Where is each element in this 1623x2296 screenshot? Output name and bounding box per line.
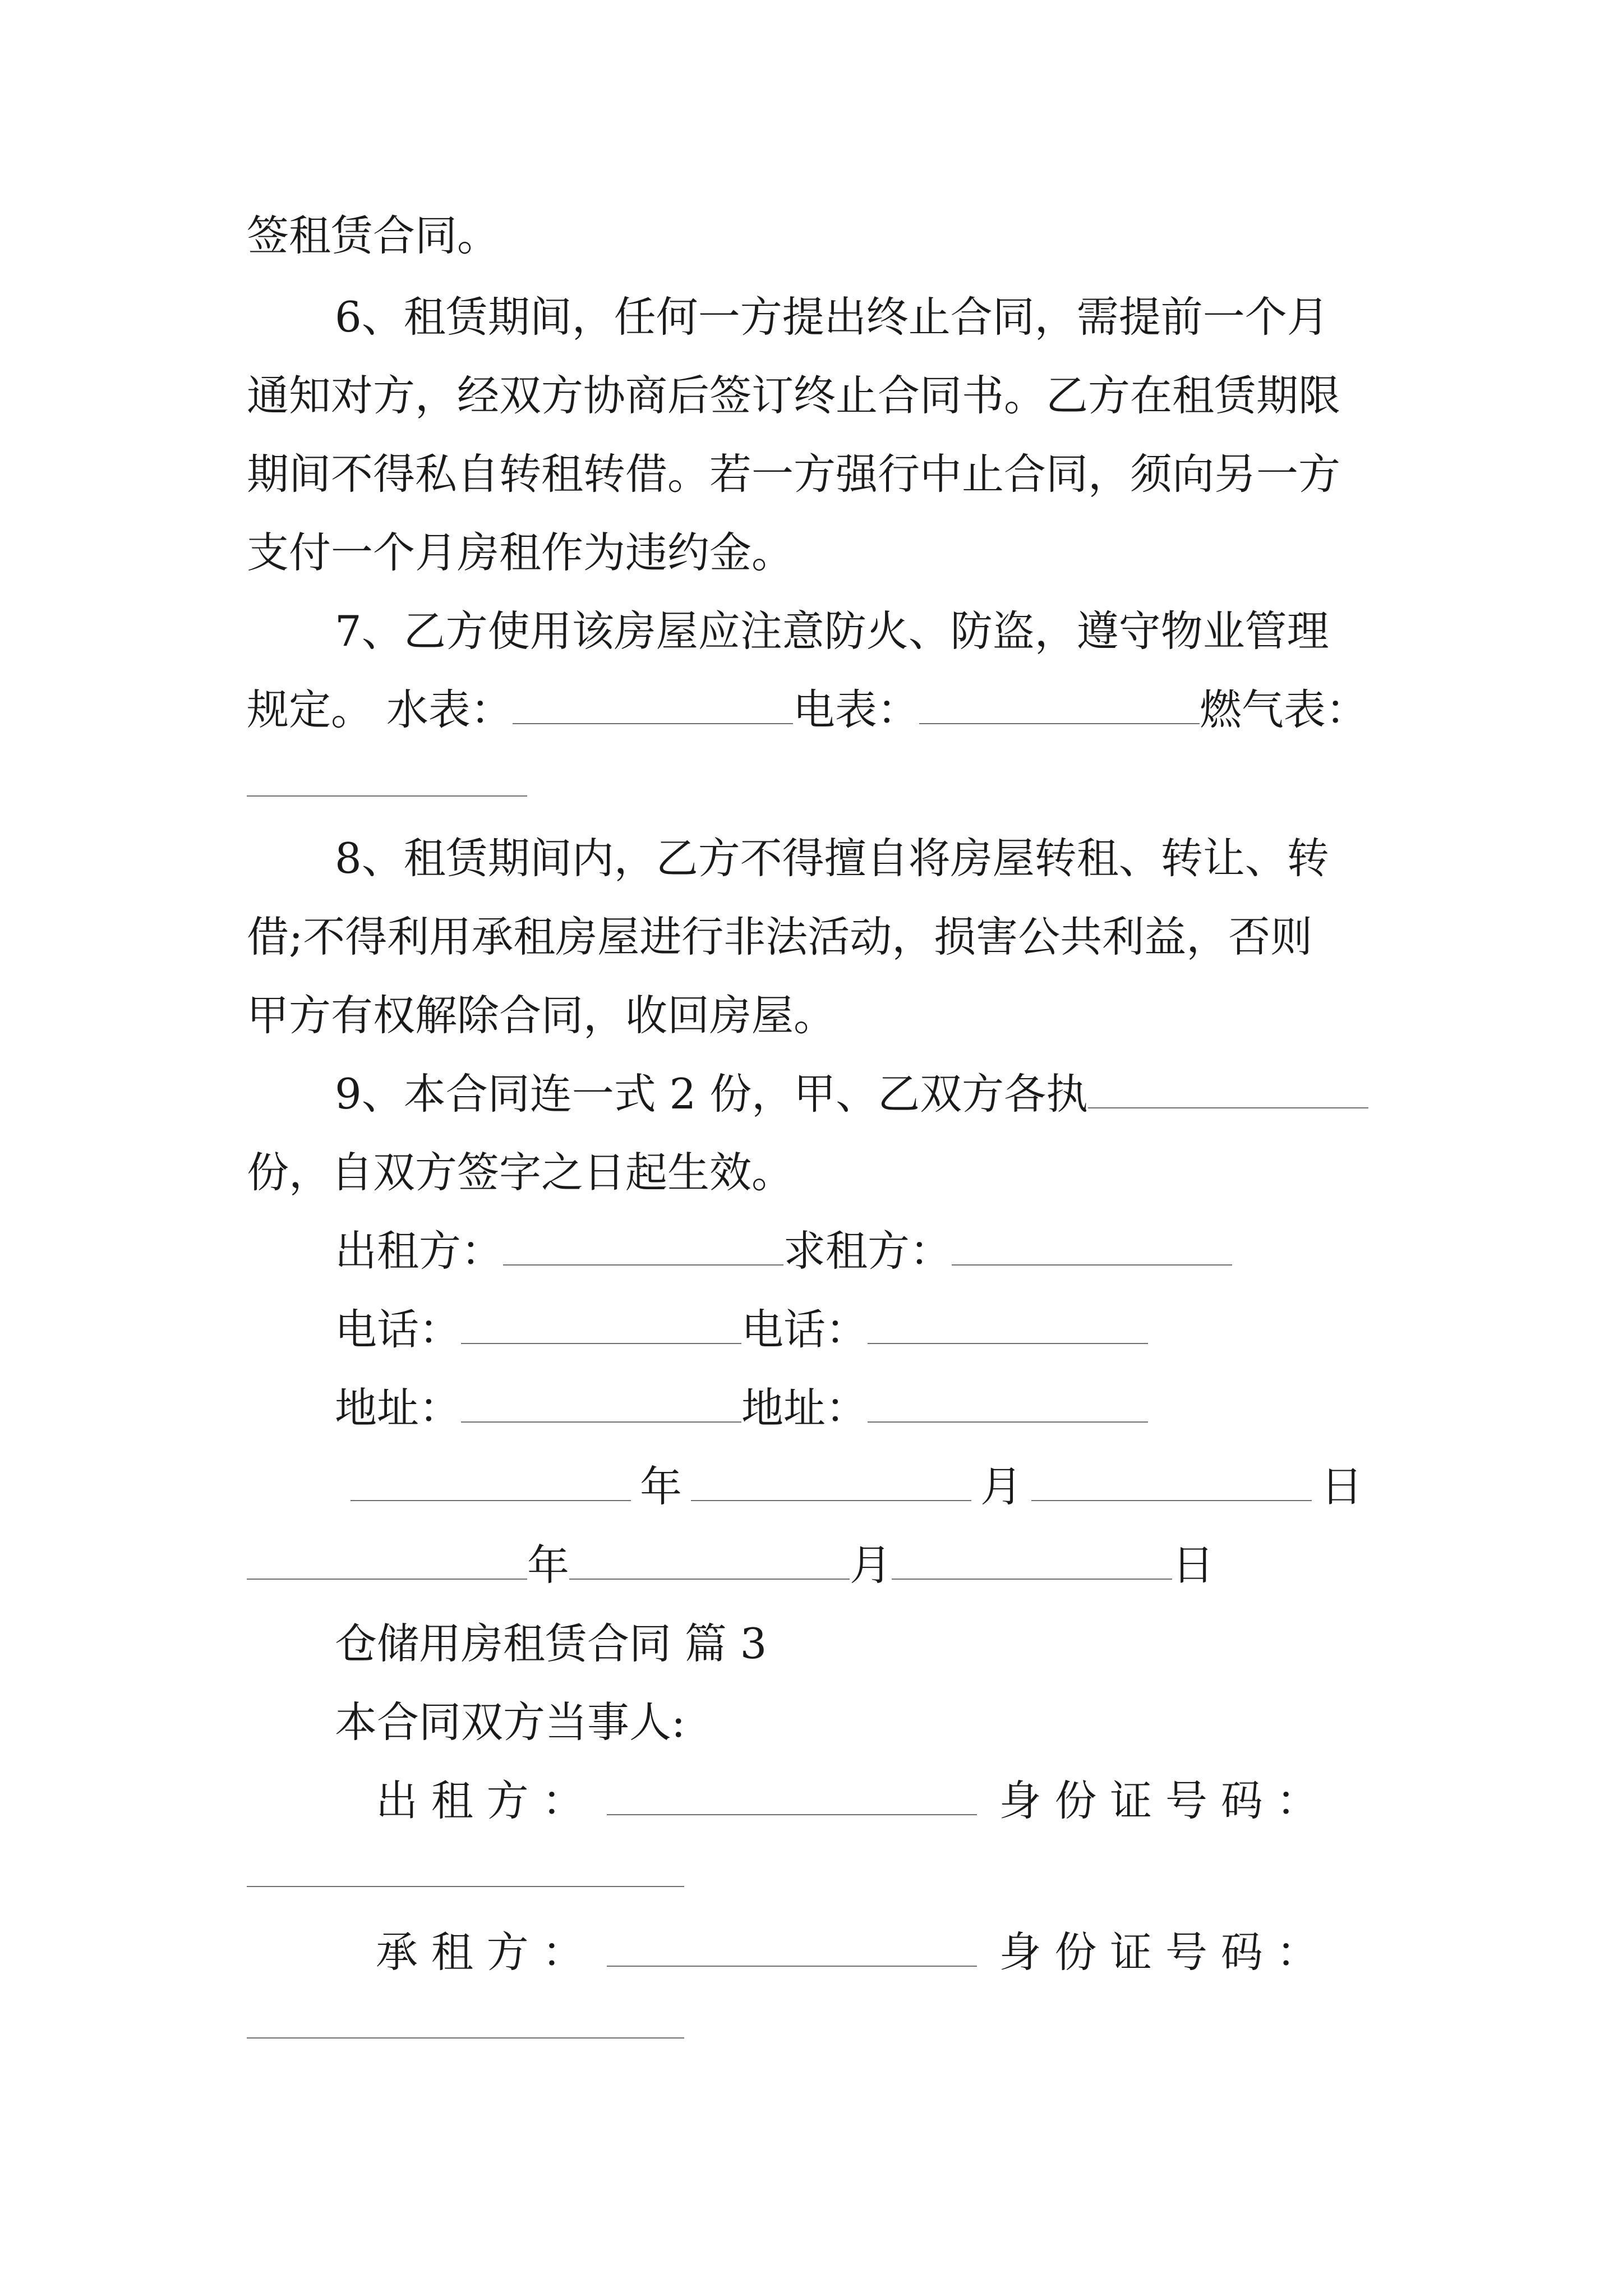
- section-3-title: 仓储用房租赁合同 篇 3: [335, 1619, 767, 1668]
- id-number-label: 身 份 证 号 码 ：: [999, 1927, 1318, 1977]
- gas-meter-label: 燃气表：: [1199, 685, 1368, 734]
- gas-meter-blank[interactable]: [247, 795, 527, 797]
- address-label: 地址：: [335, 1383, 462, 1433]
- section-3-tenant-row: [376, 1924, 1318, 1980]
- clause-7-line-2: [247, 682, 1368, 738]
- phone-label: 电话：: [335, 1305, 462, 1354]
- day-label: 日: [1321, 1462, 1363, 1511]
- clause-9-line-2: 份，自双方签字之日起生效。: [247, 1148, 794, 1197]
- lessor-label: 出租方：: [335, 1226, 504, 1276]
- sign-row-address: [335, 1380, 1148, 1436]
- year-blank[interactable]: [247, 1543, 527, 1580]
- seeker-blank[interactable]: [952, 1228, 1232, 1266]
- day-blank[interactable]: [892, 1543, 1172, 1580]
- tenant-name-blank[interactable]: [607, 1930, 977, 1967]
- clause-8-line-1: 8、租赁期间内，乙方不得擅自将房屋转租、转让、转: [335, 834, 1329, 883]
- month-blank[interactable]: [691, 1464, 971, 1501]
- clause-8-line-2: 借;不得利用承租房屋进行非法活动，损害公共利益，否则: [247, 912, 1313, 961]
- lessor-address-blank[interactable]: [461, 1386, 741, 1423]
- tenant-label: 承 租 方 ：: [376, 1927, 584, 1977]
- clause-6-line-1: 6、租赁期间，任何一方提出终止合同，需提前一个月: [335, 292, 1329, 342]
- copies-each-blank[interactable]: [1088, 1071, 1368, 1108]
- clause-6-line-2: 通知对方，经双方协商后签订终止合同书。乙方在租赁期限: [247, 371, 1341, 420]
- date-row-1: [351, 1458, 1363, 1515]
- year-label: 年: [640, 1462, 683, 1511]
- month-label: 月: [980, 1462, 1023, 1511]
- year-label: 年: [527, 1540, 570, 1590]
- electric-meter-label: 电表：: [792, 685, 919, 734]
- address-label: 地址：: [741, 1383, 868, 1433]
- day-label: 日: [1172, 1540, 1215, 1590]
- lessor-name-blank[interactable]: [607, 1778, 977, 1815]
- electric-meter-blank[interactable]: [919, 687, 1200, 724]
- day-blank[interactable]: [1031, 1464, 1312, 1501]
- id-number-label: 身 份 证 号 码 ：: [999, 1776, 1318, 1825]
- lessor-label: 出 租 方 ：: [376, 1776, 584, 1825]
- section-3-parties: 本合同双方当事人:: [335, 1697, 686, 1747]
- tenant-id-blank[interactable]: [247, 2037, 684, 2039]
- clause-9-line-1: [335, 1066, 1368, 1122]
- seeker-label: 求租方：: [783, 1226, 952, 1276]
- month-label: 月: [850, 1540, 892, 1590]
- text-line: 签租赁合同。: [247, 211, 500, 260]
- seeker-phone-blank[interactable]: [868, 1307, 1148, 1344]
- sign-row-parties: [335, 1223, 1232, 1279]
- lessor-blank[interactable]: [503, 1228, 783, 1266]
- lessor-phone-blank[interactable]: [461, 1307, 741, 1344]
- clause-6-line-3: 期间不得私自转租转借。若一方强行中止合同，须向另一方: [247, 449, 1341, 499]
- clause-9-text: 9、本合同连一式 2 份，甲、乙双方各执: [335, 1069, 1089, 1119]
- clause-6-line-4: 支付一个月房租作为违约金。: [247, 528, 794, 577]
- sign-row-phone: [335, 1301, 1148, 1358]
- meters-prefix: 规定。 水表：: [247, 685, 513, 734]
- seeker-address-blank[interactable]: [868, 1386, 1148, 1423]
- date-row-2: [247, 1537, 1214, 1593]
- month-blank[interactable]: [569, 1543, 850, 1580]
- phone-label: 电话：: [741, 1305, 868, 1354]
- year-blank[interactable]: [351, 1464, 631, 1501]
- clause-7-line-1: 7、乙方使用该房屋应注意防火、防盗，遵守物业管理: [335, 606, 1329, 656]
- section-3-lessor-row: [376, 1773, 1318, 1829]
- lessor-id-blank[interactable]: [247, 1886, 684, 1887]
- water-meter-blank[interactable]: [513, 687, 793, 724]
- clause-8-line-3: 甲方有权解除合同，收回房屋。: [247, 991, 836, 1040]
